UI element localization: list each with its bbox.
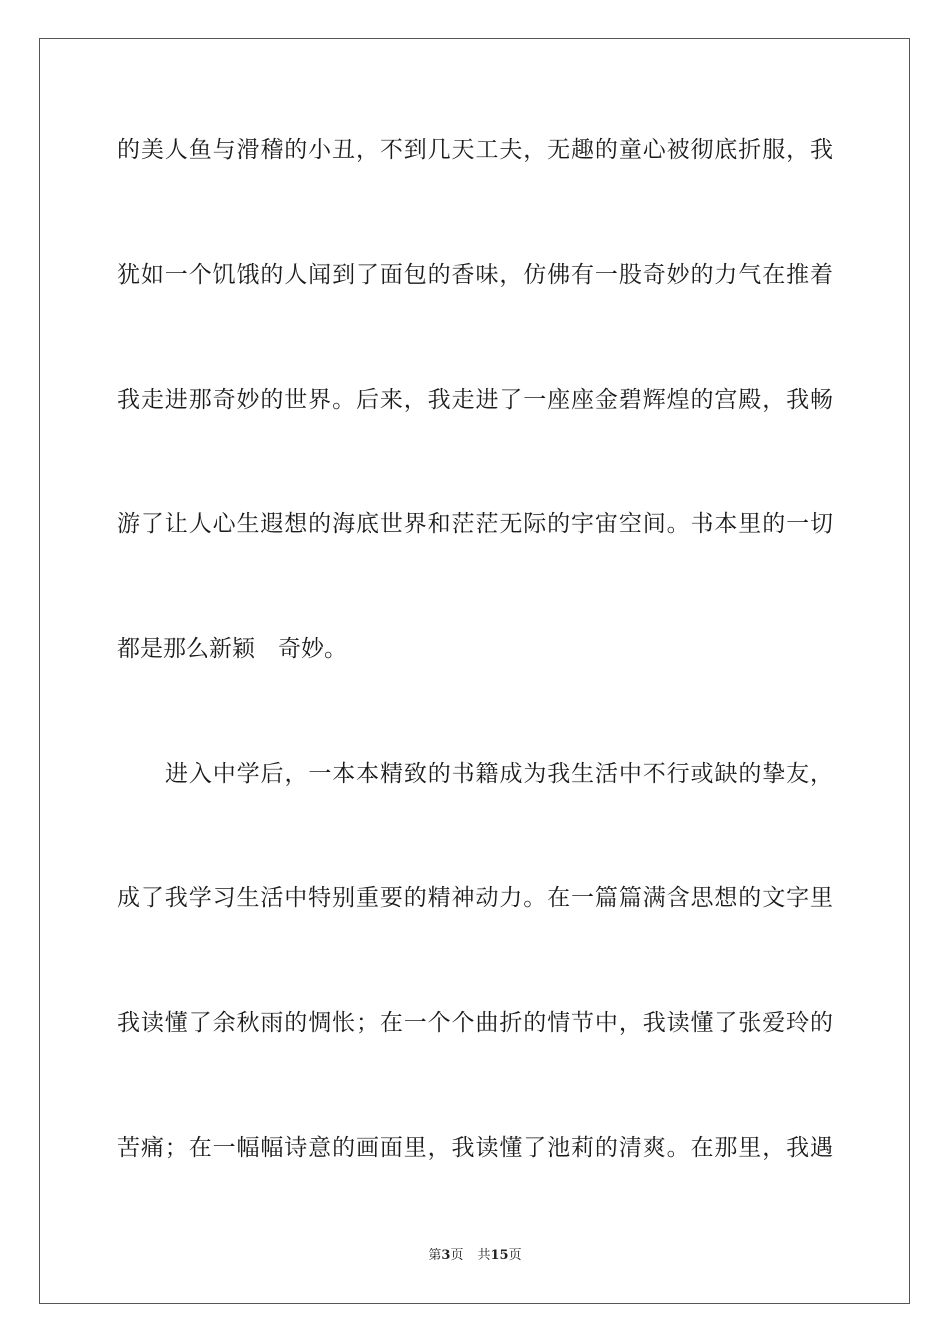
text-line-2: 犹如一个饥饿的人闻到了面包的香味，仿佛有一股奇妙的力气在推着 [117, 262, 833, 288]
text-line-4: 游了让人心生遐想的海底世界和茫茫无际的宇宙空间。书本里的一切 [117, 511, 833, 537]
text-line-5: 都是那么新颖 奇妙。 [117, 636, 347, 662]
text-line-1: 的美人鱼与滑稽的小丑，不到几天工夫，无趣的童心被彻底折服，我 [117, 137, 833, 163]
text-line-9: 苦痛；在一幅幅诗意的画面里，我读懂了池莉的清爽。在那里，我遇 [117, 1135, 833, 1161]
text-line-7: 成了我学习生活中特别重要的精神动力。在一篇篇满含思想的文字里 [117, 885, 833, 911]
page-number: 3 [441, 1248, 451, 1263]
page-suffix: 页 [450, 1248, 464, 1263]
text-line-3: 我走进那奇妙的世界。后来，我走进了一座座金碧辉煌的宫殿，我畅 [117, 387, 833, 413]
total-prefix: 共 [477, 1248, 491, 1263]
text-line-8: 我读懂了余秋雨的惆怅；在一个个曲折的情节中，我读懂了张爱玲的 [117, 1010, 833, 1036]
page-footer [0, 1247, 950, 1265]
total-pages: 15 [490, 1248, 509, 1263]
total-suffix: 页 [508, 1248, 522, 1263]
page-prefix: 第 [428, 1248, 442, 1263]
page-border [39, 38, 910, 1304]
text-line-6: 进入中学后，一本本精致的书籍成为我生活中不行或缺的挚友， [165, 761, 833, 787]
